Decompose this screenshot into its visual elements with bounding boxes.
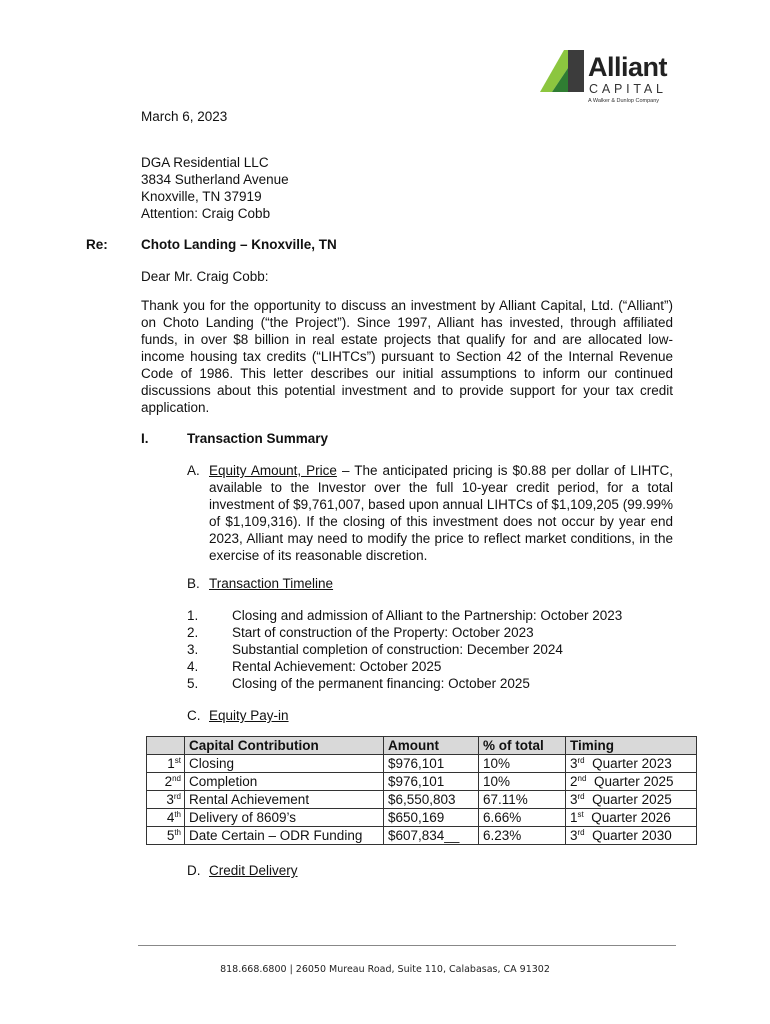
row-timing: 2nd Quarter 2025	[566, 773, 697, 791]
row-pct: 67.11%	[479, 791, 566, 809]
table-header-row	[147, 737, 697, 755]
table-row	[147, 791, 697, 809]
row-pct: 10%	[479, 773, 566, 791]
row-timing: 3rd Quarter 2030	[566, 827, 697, 845]
row-amount: $650,169	[384, 809, 479, 827]
timeline-item: 1. Closing and admission of Alliant to the Partnership: October 2023	[187, 608, 623, 623]
item-b-title: Transaction Timeline	[209, 576, 334, 591]
item-d-title: Credit Delivery	[209, 863, 298, 878]
item-c-title: Equity Pay-in	[209, 708, 289, 723]
logo-sub: CAPITAL	[589, 82, 667, 96]
item-a-title: Equity Amount, Price	[209, 463, 337, 478]
section-title: Transaction Summary	[187, 431, 329, 446]
row-ordinal: 2nd	[147, 773, 185, 791]
row-contribution: Completion	[185, 773, 384, 791]
table-header-cell	[147, 737, 185, 755]
item-d-letter: D.	[187, 863, 201, 878]
row-amount: $6,550,803	[384, 791, 479, 809]
alliant-logo-mark-icon	[538, 48, 586, 96]
timeline-item: 3. Substantial completion of construction: December 2024	[187, 642, 563, 657]
table-header-cell: Amount	[384, 737, 479, 755]
table-row	[147, 773, 697, 791]
equity-payin-table	[146, 736, 697, 845]
address-line: Knoxville, TN 37919	[141, 189, 262, 204]
salutation: Dear Mr. Craig Cobb:	[141, 269, 269, 284]
row-contribution: Closing	[185, 755, 384, 773]
address-line: Attention: Craig Cobb	[141, 206, 271, 221]
item-c-letter: C.	[187, 708, 201, 723]
item-b-letter: B.	[187, 576, 200, 591]
row-contribution: Delivery of 8609’s	[185, 809, 384, 827]
table-row	[147, 809, 697, 827]
letter-date: March 6, 2023	[141, 109, 228, 124]
table-row	[147, 755, 697, 773]
row-ordinal: 5th	[147, 827, 185, 845]
row-amount: $976,101	[384, 773, 479, 791]
timeline-list	[187, 607, 622, 692]
timeline-item: 2. Start of construction of the Property: October 2023	[187, 625, 534, 640]
logo-tagline: A Walker & Dunlop Company	[588, 98, 660, 104]
row-amount: $976,101	[384, 755, 479, 773]
item-a-text: – The anticipated pricing is $0.88 per dollar of LIHTC, available to the Investor over the full 10-year credit period, for a total investment of $9,761,007, based upon annual LIHTCs of $1,109,205 (99.99% of $1,109,316). If the closing of this investment does not occur by year end 2023, Alliant may need to modify the price to reflect market conditions, in the exercise of its reasonable discretion.	[209, 463, 673, 563]
logo-brand: Alliant	[588, 52, 668, 82]
footer-contact: 818.668.6800 | 26050 Mureau Road, Suite 110, Calabasas, CA 91302	[220, 964, 550, 975]
row-ordinal: 1st	[147, 755, 185, 773]
item-a-paragraph	[209, 462, 673, 564]
table-header-cell: Timing	[566, 737, 697, 755]
intro-paragraph: Thank you for the opportunity to discuss an investment by Alliant Capital, Ltd. (“Alliant”) on Choto Landing (“the Project”). Since 1997, Alliant has invested, through affiliated funds, in over $8 billion in real estate projects that qualify for and are allocated low-income housing tax credits (“LIHTCs”) pursuant to Section 42 of the Internal Revenue Code of 1986. This letter describes our initial assumptions to inform our continued discussions about this potential investment and to provide support for your tax credit application.	[141, 298, 673, 415]
row-timing: 3rd Quarter 2025	[566, 791, 697, 809]
table-header-cell: Capital Contribution	[185, 737, 384, 755]
re-subject: Choto Landing – Knoxville, TN	[141, 237, 337, 252]
row-pct: 6.23%	[479, 827, 566, 845]
row-pct: 6.66%	[479, 809, 566, 827]
re-label: Re:	[86, 237, 108, 252]
section-number: I.	[141, 431, 149, 446]
row-amount: $607,834__	[384, 827, 479, 845]
address-line: 3834 Sutherland Avenue	[141, 172, 289, 187]
row-timing: 3rd Quarter 2023	[566, 755, 697, 773]
row-pct: 10%	[479, 755, 566, 773]
row-contribution: Rental Achievement	[185, 791, 384, 809]
alliant-capital-logo	[538, 46, 678, 108]
address-line: DGA Residential LLC	[141, 155, 269, 170]
row-ordinal: 3rd	[147, 791, 185, 809]
row-ordinal: 4th	[147, 809, 185, 827]
recipient-address	[141, 154, 289, 222]
timeline-item: 5. Closing of the permanent financing: October 2025	[187, 676, 530, 691]
row-contribution: Date Certain – ODR Funding	[185, 827, 384, 845]
table-row	[147, 827, 697, 845]
timeline-item: 4. Rental Achievement: October 2025	[187, 659, 442, 674]
table-header-cell: % of total	[479, 737, 566, 755]
row-timing: 1st Quarter 2026	[566, 809, 697, 827]
footer-divider	[138, 945, 676, 946]
item-a-letter: A.	[187, 463, 200, 478]
